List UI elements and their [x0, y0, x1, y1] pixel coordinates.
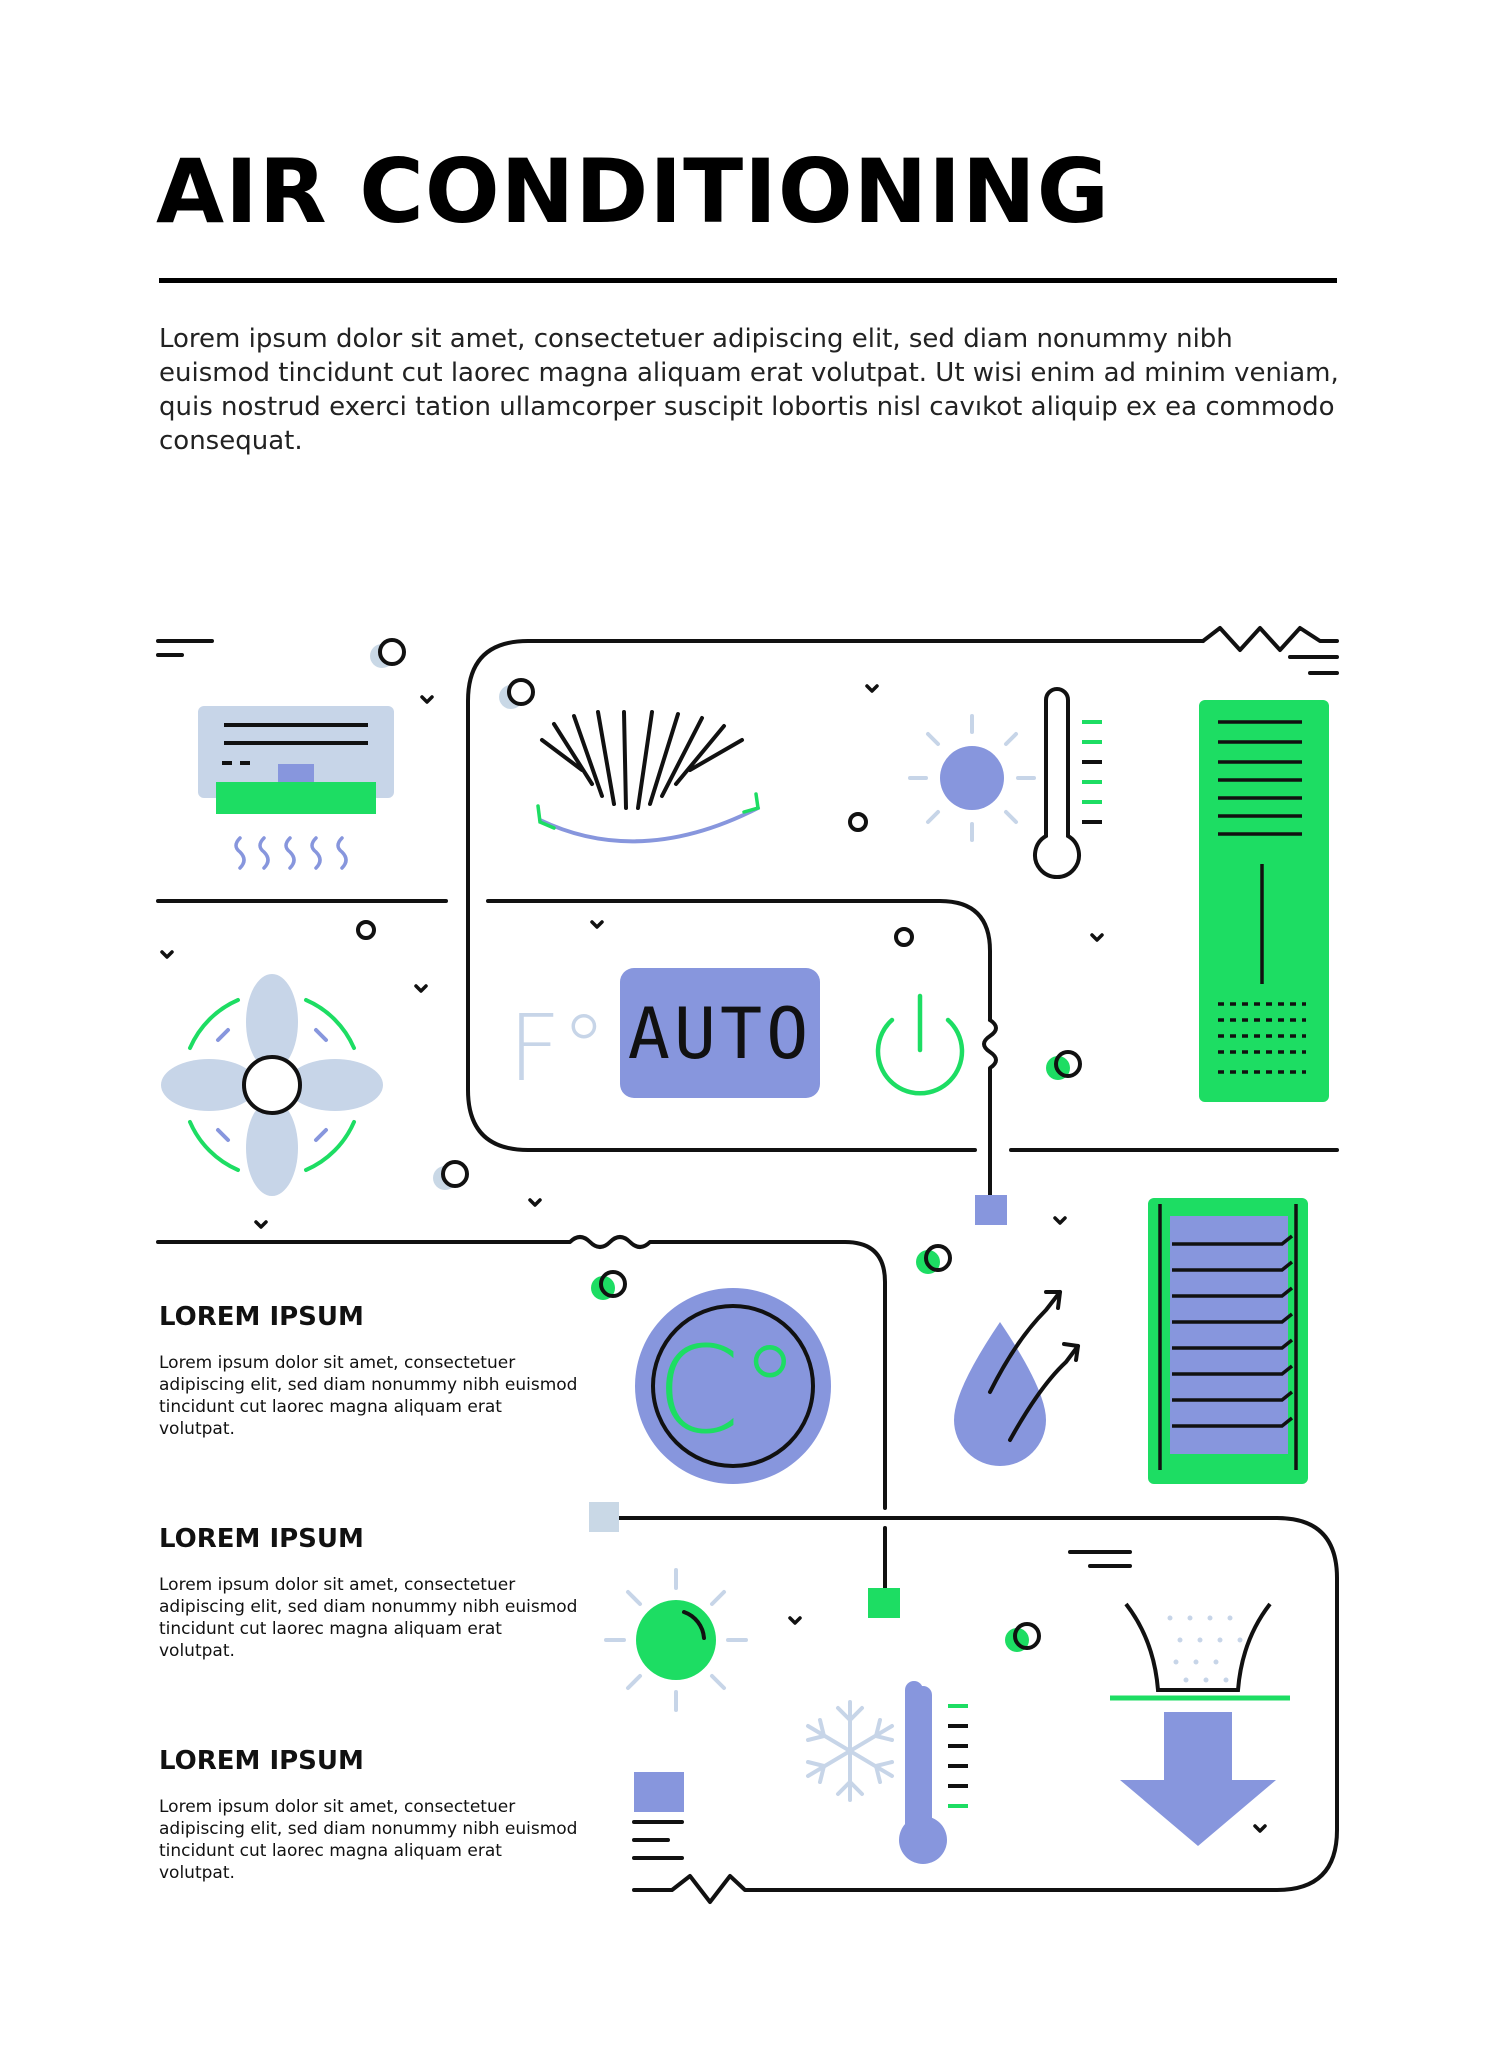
section-1-body: Lorem ipsum dolor sit amet, consectetuer adipiscing elit, sed diam nonummy nibh euismod tincidunt cut laorec magna aliquam erat volutpat.: [159, 1353, 578, 1439]
fan-icon: [161, 974, 383, 1196]
air-filter-unit-icon: [1148, 1198, 1308, 1484]
connector-square-green: [868, 1588, 900, 1618]
auto-mode-button[interactable]: [620, 968, 820, 1098]
section-3-body: Lorem ipsum dolor sit amet, consectetuer adipiscing elit, sed diam nonummy nibh euismod tincidunt cut laorec magna aliquam erat volutpat.: [159, 1797, 578, 1883]
bright-sun-icon: [606, 1570, 746, 1710]
thermometer-icon: [1035, 689, 1102, 877]
louver-swing-icon: [538, 712, 758, 841]
decorative-chevrons: [162, 686, 1265, 1831]
connector-square-purple: [975, 1195, 1007, 1225]
split-air-conditioner-icon: [198, 706, 394, 868]
page-title: AIR CONDITIONING: [156, 140, 1110, 243]
tower-unit-icon: [1199, 700, 1329, 1102]
celsius-icon: [635, 1288, 831, 1484]
power-icon[interactable]: [878, 996, 962, 1093]
connector-square-block: [634, 1772, 684, 1812]
downflow-funnel-icon: [1110, 1604, 1290, 1846]
intro-paragraph: Lorem ipsum dolor sit amet, consectetuer adipiscing elit, sed diam nonummy nibh euismod tincidunt cut laorec magna aliquam erat volutpat. Ut wisi enim ad minim veniam, quis nostrud exerci tation ullamcorper suscipit lobortis nisl cavıkot aliquip ex ea commodo consequat.: [159, 324, 1339, 456]
section-2-title: LOREM IPSUM: [159, 1524, 364, 1554]
fahrenheit-icon: F°: [508, 995, 607, 1102]
connector-square-pale: [589, 1502, 619, 1532]
auto-label: AUTO: [627, 993, 813, 1075]
sun-icon: [910, 716, 1034, 840]
section-2-body: Lorem ipsum dolor sit amet, consectetuer adipiscing elit, sed diam nonummy nibh euismod tincidunt cut laorec magna aliquam erat volutpat.: [159, 1575, 578, 1661]
snowflake-icon: [808, 1702, 892, 1800]
section-1-title: LOREM IPSUM: [159, 1302, 364, 1332]
humidity-drop-icon: [954, 1292, 1078, 1466]
celsius-label: C°: [656, 1322, 800, 1461]
section-3-title: LOREM IPSUM: [159, 1746, 364, 1776]
cooling-thermometer-icon: [899, 1686, 968, 1864]
